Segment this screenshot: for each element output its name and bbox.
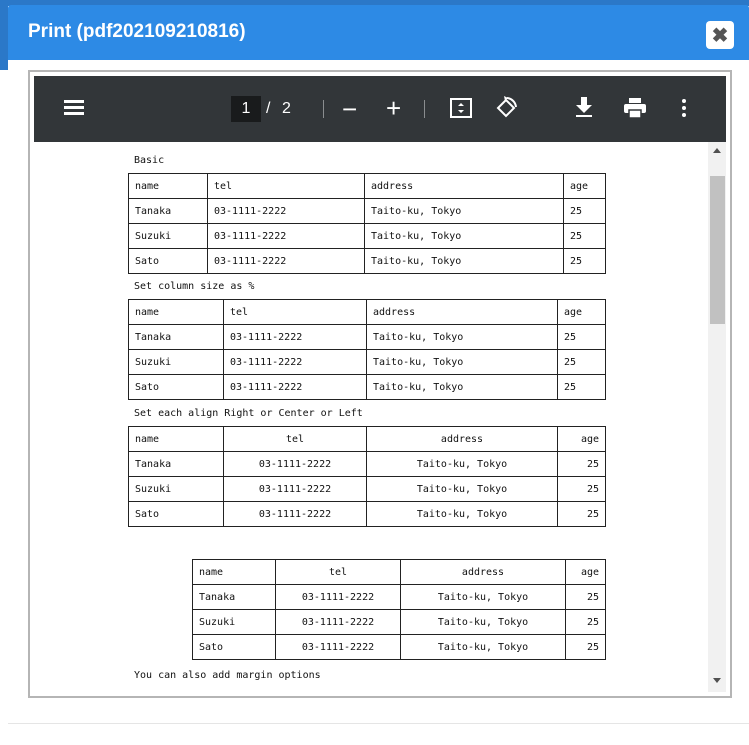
table-header-row: name tel address age — [129, 174, 606, 199]
scroll-up-arrow-icon[interactable] — [713, 148, 721, 153]
close-icon: ✖ — [711, 24, 729, 47]
pdf-page — [40, 142, 704, 692]
section-caption: Set column size as % — [134, 281, 255, 292]
pdf-toolbar — [34, 76, 726, 142]
scroll-down-arrow-icon[interactable] — [713, 678, 721, 683]
vertical-scrollbar[interactable] — [708, 142, 726, 692]
page-count: 2 — [282, 100, 291, 117]
download-icon[interactable] — [574, 96, 594, 123]
table-row: Suzuki 03-1111-2222 Taito-ku, Tokyo 25 — [193, 610, 606, 635]
menu-icon[interactable] — [64, 100, 84, 116]
table-header-row: name tel address age — [193, 560, 606, 585]
dialog-title: Print (pdf202109210816) — [28, 21, 246, 42]
page-separator: / — [266, 100, 271, 117]
table-row: Tanaka 03-1111-2222 Taito-ku, Tokyo 25 — [129, 199, 606, 224]
data-table — [128, 299, 606, 400]
scroll-thumb[interactable] — [710, 176, 725, 324]
table-row: Sato 03-1111-2222 Taito-ku, Tokyo 25 — [129, 249, 606, 274]
close-button[interactable] — [706, 21, 734, 49]
data-table — [192, 559, 606, 660]
table-row: Suzuki 03-1111-2222 Taito-ku, Tokyo 25 — [129, 477, 606, 502]
zoom-in-icon[interactable]: + — [386, 93, 402, 123]
table-row: Tanaka 03-1111-2222 Taito-ku, Tokyo 25 — [193, 585, 606, 610]
section-caption: Basic — [134, 155, 165, 166]
more-options-icon[interactable] — [681, 98, 687, 123]
data-table — [128, 173, 606, 274]
table-row: Sato 03-1111-2222 Taito-ku, Tokyo 25 — [129, 502, 606, 527]
table-row: Sato 03-1111-2222 Taito-ku, Tokyo 25 — [129, 375, 606, 400]
page-number-input[interactable]: 1 — [231, 96, 261, 122]
table-row: Tanaka 03-1111-2222 Taito-ku, Tokyo 25 — [129, 325, 606, 350]
section-caption: Set each align Right or Center or Left — [134, 408, 363, 419]
table-row: Sato 03-1111-2222 Taito-ku, Tokyo 25 — [193, 635, 606, 660]
zoom-out-icon[interactable]: − — [342, 94, 358, 124]
table-row: Tanaka 03-1111-2222 Taito-ku, Tokyo 25 — [129, 452, 606, 477]
dialog-footer-divider — [8, 723, 749, 724]
table-row: Suzuki 03-1111-2222 Taito-ku, Tokyo 25 — [129, 350, 606, 375]
rotate-icon[interactable] — [494, 96, 518, 125]
table-header-row: name tel address age — [129, 300, 606, 325]
dialog-header — [8, 5, 749, 60]
table-header-row: name tel address age — [129, 427, 606, 452]
data-table — [128, 426, 606, 527]
footer-text: You can also add margin options — [134, 670, 321, 681]
table-row: Suzuki 03-1111-2222 Taito-ku, Tokyo 25 — [129, 224, 606, 249]
print-icon[interactable] — [624, 98, 646, 123]
toolbar-divider — [424, 100, 425, 118]
toolbar-divider — [323, 100, 324, 118]
pdf-viewer — [28, 70, 732, 698]
dialog-body — [8, 60, 749, 745]
document-area[interactable] — [34, 142, 726, 692]
fit-page-icon[interactable] — [450, 98, 472, 123]
